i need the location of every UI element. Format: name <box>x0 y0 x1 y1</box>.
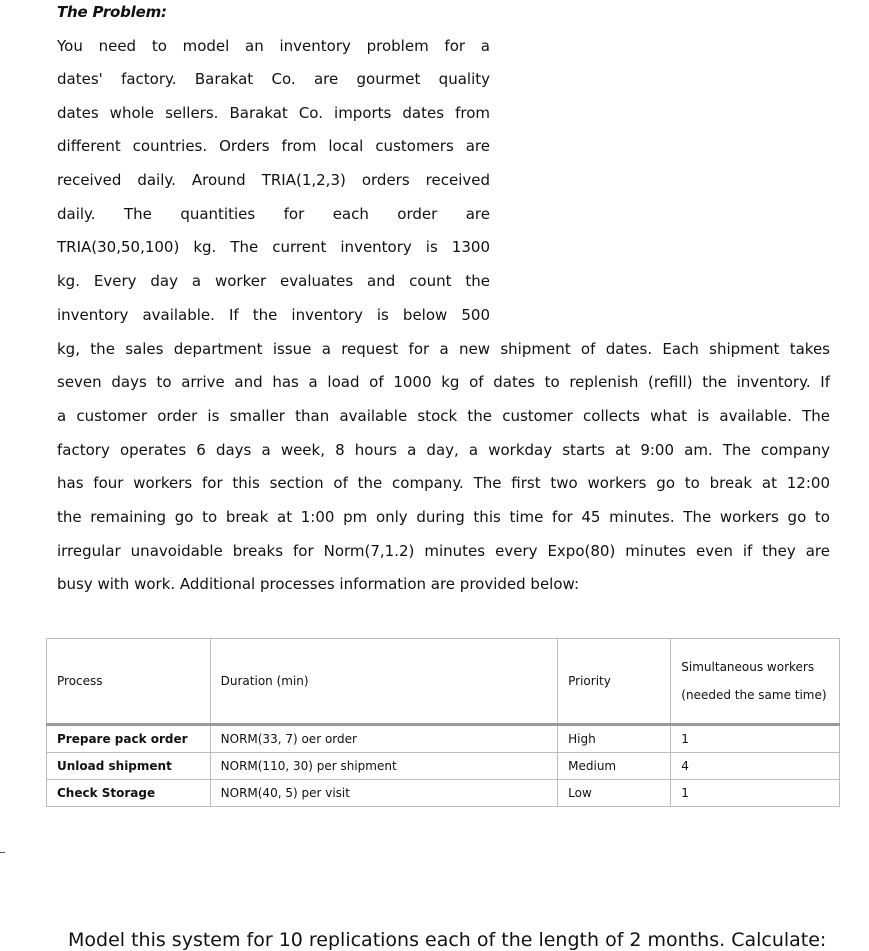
process-table <box>46 638 840 807</box>
cell-duration: NORM(33, 7) oer order <box>210 725 558 753</box>
problem-heading: The Problem: <box>57 3 167 21</box>
paragraph-line: factory operates 6 days a week, 8 hours a day, a workday starts at 9:00 am. The company <box>57 441 830 459</box>
cell-priority: High <box>558 725 671 753</box>
cell-priority: Medium <box>558 753 671 780</box>
margin-mark <box>0 852 5 853</box>
paragraph-line: TRIA(30,50,100) kg. The current inventory is 1300 <box>57 238 490 256</box>
header-priority: Priority <box>558 639 671 725</box>
table-row <box>47 725 840 753</box>
cell-simultaneous: 1 <box>671 780 840 807</box>
paragraph-line: a customer order is smaller than available stock the customer collects what is available. The <box>57 407 830 425</box>
paragraph-line: You need to model an inventory problem for a <box>57 37 490 55</box>
cell-simultaneous: 1 <box>671 725 840 753</box>
table-header-row <box>47 639 840 725</box>
table-row <box>47 780 840 807</box>
paragraph-line: dates whole sellers. Barakat Co. imports dates from <box>57 104 490 122</box>
paragraph-line: has four workers for this section of the company. The first two workers go to break at 12:00 <box>57 474 830 492</box>
cell-simultaneous: 4 <box>671 753 840 780</box>
table-row <box>47 753 840 780</box>
paragraph-line: daily. The quantities for each order are <box>57 205 490 223</box>
task-instruction: Model this system for 10 replications each of the length of 2 months. Calculate: <box>68 929 827 951</box>
cell-priority: Low <box>558 780 671 807</box>
paragraph-line: irregular unavoidable breaks for Norm(7,1.2) minutes every Expo(80) minutes even if they are <box>57 542 830 560</box>
paragraph-line: dates' factory. Barakat Co. are gourmet quality <box>57 70 490 88</box>
cell-duration: NORM(40, 5) per visit <box>210 780 558 807</box>
cell-process: Prepare pack order <box>47 725 211 753</box>
header-duration: Duration (min) <box>210 639 558 725</box>
cell-duration: NORM(110, 30) per shipment <box>210 753 558 780</box>
header-process: Process <box>47 639 211 725</box>
paragraph-line: different countries. Orders from local customers are <box>57 137 490 155</box>
cell-process: Check Storage <box>47 780 211 807</box>
cell-process: Unload shipment <box>47 753 211 780</box>
paragraph-line: seven days to arrive and has a load of 1000 kg of dates to replenish (refill) the inventory. If <box>57 373 830 391</box>
paragraph-line: the remaining go to break at 1:00 pm only during this time for 45 minutes. The workers go to <box>57 508 830 526</box>
paragraph-line: kg. Every day a worker evaluates and count the <box>57 272 490 290</box>
paragraph-line: busy with work. Additional processes information are provided below: <box>57 575 580 593</box>
header-simultaneous-workers: Simultaneous workers (needed the same time) <box>671 639 840 725</box>
paragraph-line: inventory available. If the inventory is below 500 <box>57 306 490 324</box>
paragraph-line: received daily. Around TRIA(1,2,3) orders received <box>57 171 490 189</box>
paragraph-line: kg, the sales department issue a request for a new shipment of dates. Each shipment takes <box>57 340 830 358</box>
